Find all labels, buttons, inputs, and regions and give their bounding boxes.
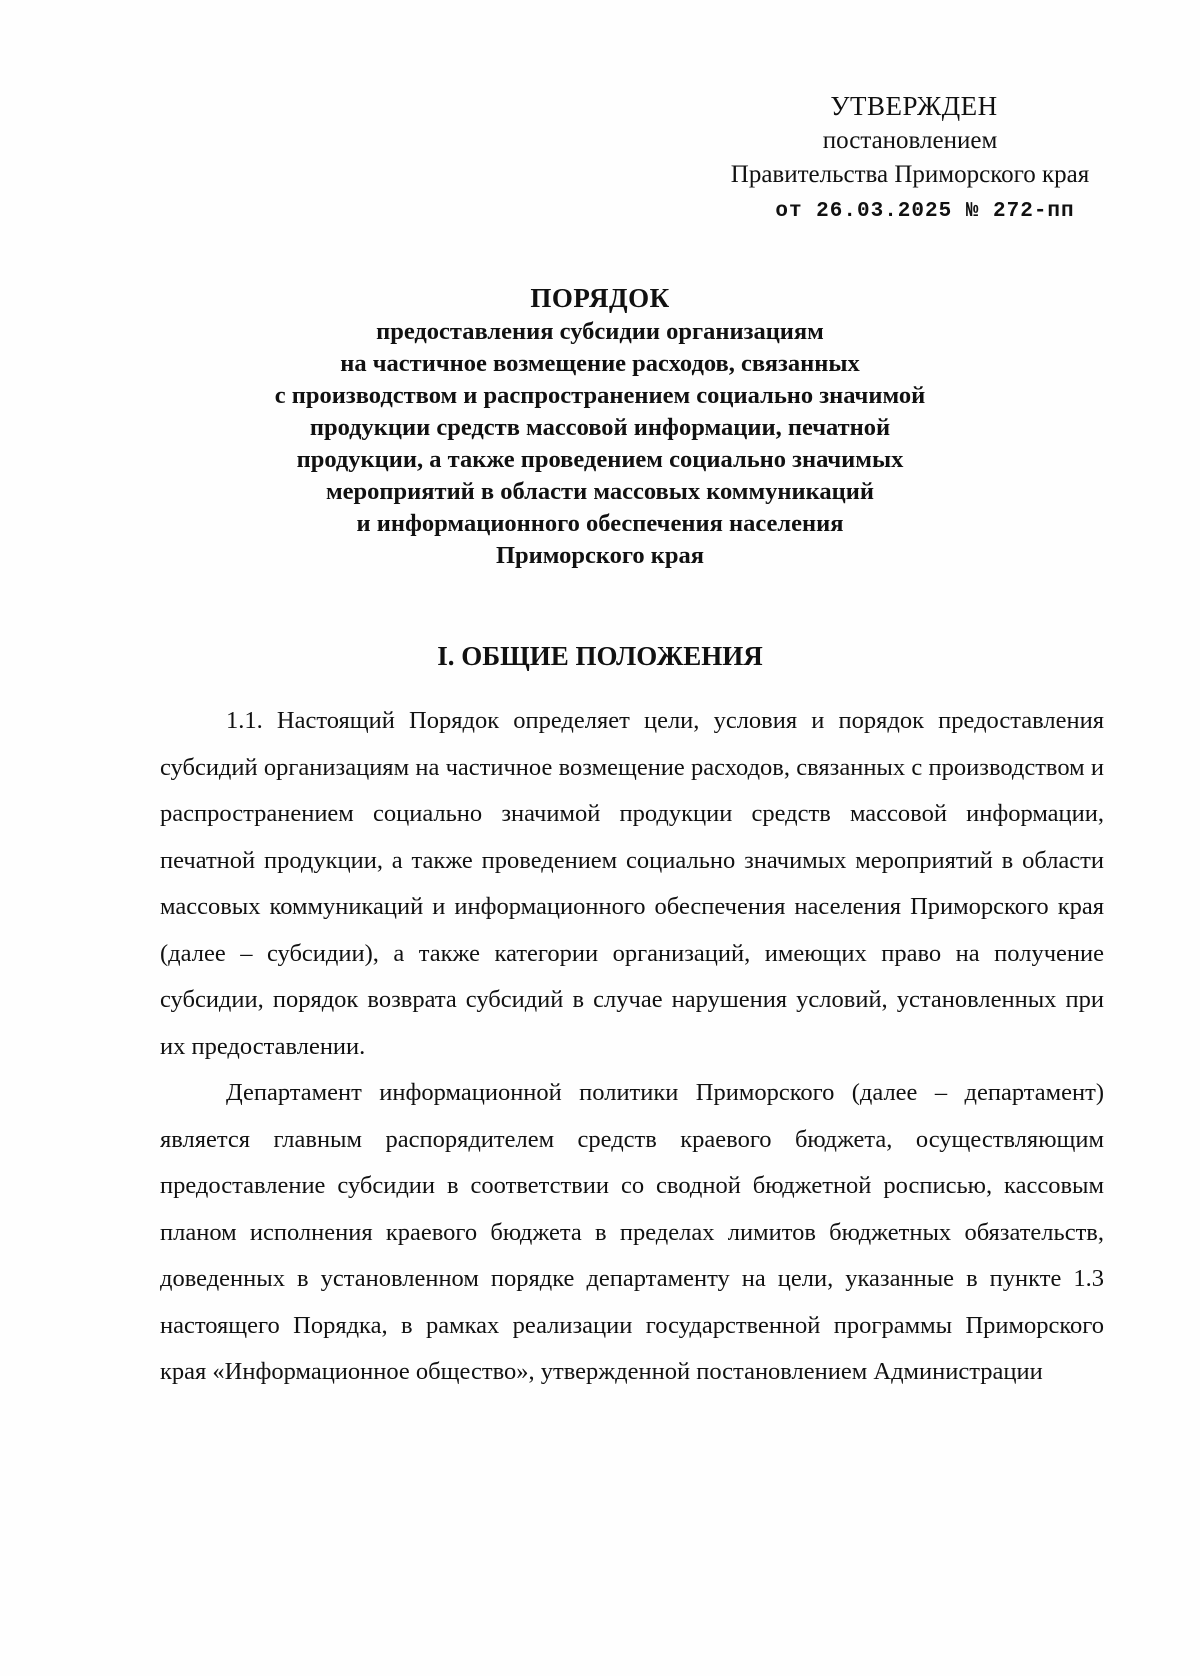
approval-date-number: от 26.03.2025 № 272-пп xyxy=(775,200,1075,223)
section-heading: I. ОБЩИЕ ПОЛОЖЕНИЯ xyxy=(437,641,763,671)
approval-block xyxy=(700,88,1120,226)
document-subtitle-line: продукции, а также проведением социально значимых xyxy=(296,446,904,473)
document-title: ПОРЯДОК xyxy=(530,283,670,313)
body-text xyxy=(160,698,1104,1396)
document-subtitle-line: и информационного обеспечения населения xyxy=(356,510,844,537)
document-subtitle-line: продукции средств массовой информации, печатной xyxy=(309,414,891,441)
document-title-block xyxy=(180,280,1020,572)
document-subtitle-line: предоставления субсидии организациям xyxy=(376,318,824,345)
document-subtitle-line: на частичное возмещение расходов, связанных xyxy=(340,350,860,377)
paragraph: Департамент информационной политики Приморского (далее – департамент) является главным распорядителем средств краевого бюджета, осуществляющим предоставление субсидии в соответствии со сводной бюджетной росписью, кассовым планом исполнения краевого бюджета в пределах лимитов бюджетных обязательств, доведенных в установленном порядке департаменту на цели, указанные в пункте 1.3 настоящего Порядка, в рамках реализации государственной программы Приморского края «Информационное общество», утвержденной постановлением Администрации xyxy=(160,1079,1104,1385)
paragraph: 1.1. Настоящий Порядок определяет цели, условия и порядок предоставления субсидий организациям на частичное возмещение расходов, связанных с производством и распространением социально значимой продукции средств массовой информации, печатной продукции, а также проведением социально значимых мероприятий в области массовых коммуникаций и информационного обеспечения населения Приморского края (далее – субсидии), а также категории организаций, имеющих право на получение субсидии, порядок возврата субсидий в случае нарушения условий, установленных при их предоставлении. xyxy=(160,707,1104,1060)
document-subtitle-line: мероприятий в области массовых коммуникаций xyxy=(325,478,874,505)
document-subtitle-line: с производством и распространением социально значимой xyxy=(274,382,926,409)
document-subtitle-line: Приморского края xyxy=(495,542,705,569)
approval-heading: УТВЕРЖДЕН xyxy=(830,91,998,121)
approval-line-resolution: постановлением xyxy=(822,127,998,154)
approval-line-government: Правительства Приморского края xyxy=(730,161,1090,188)
